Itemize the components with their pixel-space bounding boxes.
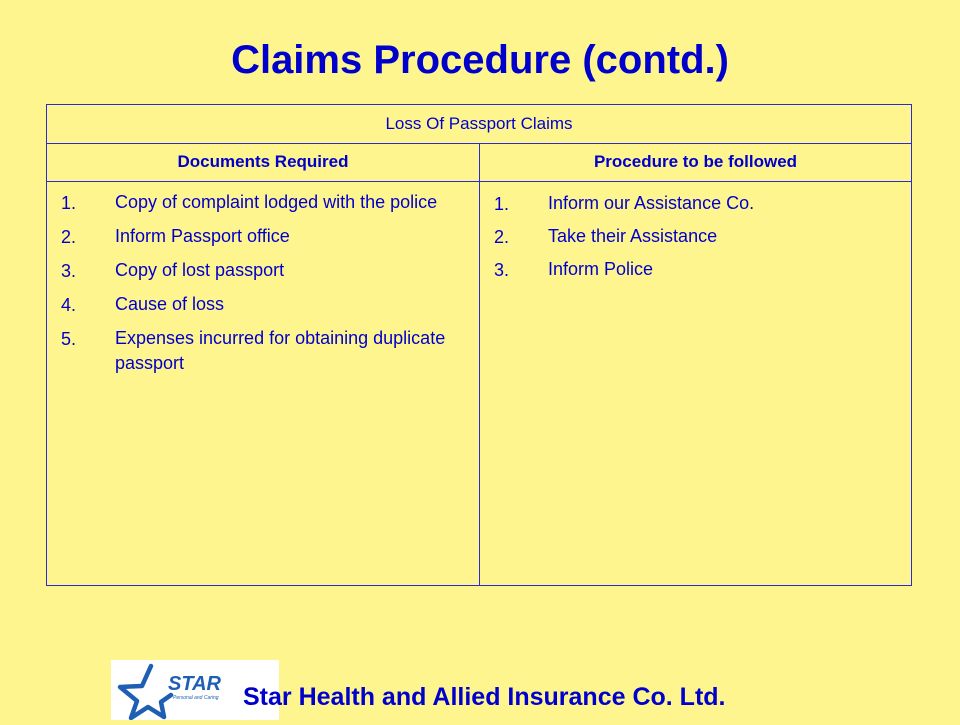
list-text: Take their Assistance [548, 226, 718, 246]
list-text: Inform Passport office [115, 226, 290, 246]
documents-cell [47, 182, 480, 585]
logo-tagline: Personal and Caring [173, 695, 219, 701]
list-text: Inform our Assistance Co. [548, 193, 755, 213]
list-text: Copy of lost passport [115, 260, 285, 280]
list-item [47, 326, 479, 376]
list-text: Inform Police [548, 259, 654, 279]
table-body-row [47, 182, 911, 585]
list-number: 2. [494, 227, 510, 247]
list-number: 3. [494, 260, 510, 280]
list-item [47, 292, 479, 317]
list-number: 4. [61, 295, 77, 315]
documents-list [47, 190, 479, 385]
column-header-procedure: Procedure to be followed [593, 152, 798, 171]
table-caption: Loss Of Passport Claims [47, 105, 911, 144]
procedure-cell [480, 182, 911, 585]
list-text: Expenses incurred for obtaining duplicate passport [115, 328, 446, 373]
page-title: Claims Procedure (contd.) [231, 38, 729, 82]
list-item [480, 224, 911, 249]
list-item [47, 190, 479, 215]
list-item [47, 224, 479, 249]
table-header-row [47, 143, 911, 182]
company-name: Star Health and Allied Insurance Co. Ltd. [243, 683, 726, 711]
list-number: 5. [61, 329, 77, 349]
list-number: 1. [494, 194, 510, 214]
list-number: 3. [61, 261, 77, 281]
list-number: 1. [61, 193, 77, 213]
list-item [480, 257, 911, 282]
list-item [480, 191, 911, 216]
list-number: 2. [61, 227, 77, 247]
list-text: Copy of complaint lodged with the police [115, 192, 438, 212]
list-item [47, 258, 479, 283]
logo-wordmark: STAR [168, 673, 221, 695]
procedure-list [480, 191, 911, 290]
column-header-documents: Documents Required [47, 143, 480, 181]
list-text: Cause of loss [115, 294, 225, 314]
claims-table [46, 104, 912, 586]
